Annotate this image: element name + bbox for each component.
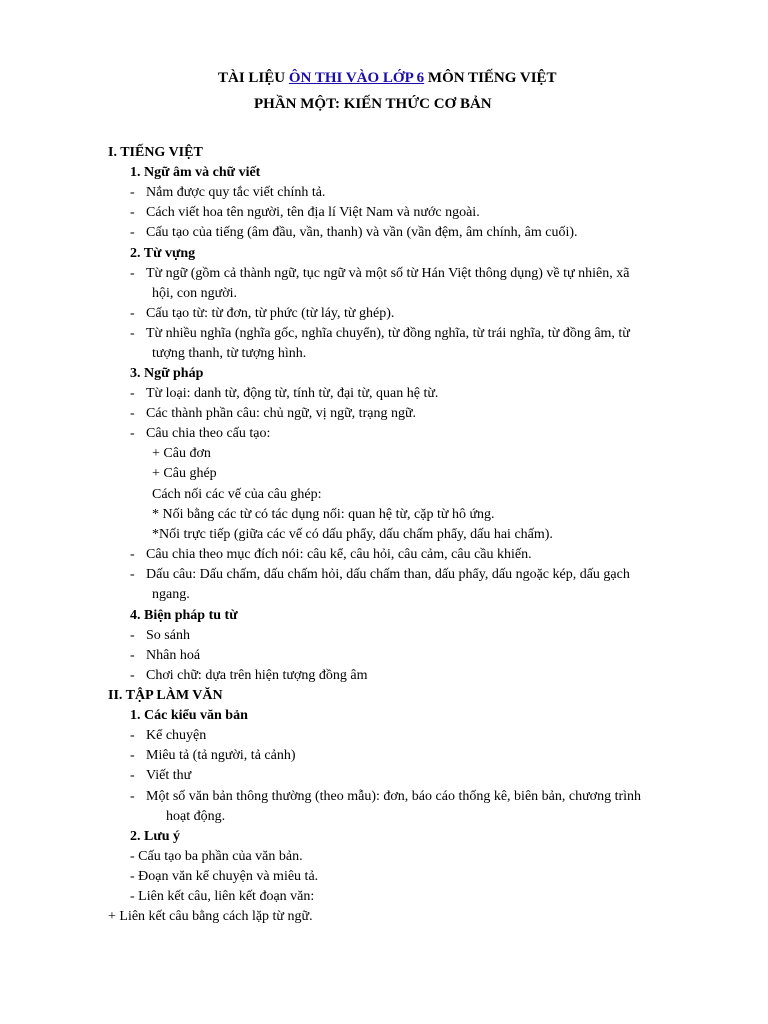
subsection-heading: 2. Lưu ý [130,829,181,844]
bullet-dash: - [130,306,135,321]
list-item: Nắm được quy tắc viết chính tả. [146,185,326,200]
document-subtitle: PHẦN MỘT: KIẾN THỨC CƠ BẢN [254,96,492,112]
subsection-heading: 2. Từ vựng [130,246,196,261]
section-heading: I. TIẾNG VIỆT [108,145,203,160]
list-item: Một số văn bản thông thường (theo mẫu): đơn, báo cáo thống kê, biên bản, chương trình [146,789,642,804]
bullet-dash: - [130,628,135,643]
list-item-continuation: tượng thanh, từ tượng hình. [152,346,307,361]
sub-item: Cách nối các vế của câu ghép: [152,487,322,502]
list-item: Viết thư [146,768,192,783]
list-item: Chơi chữ: dựa trên hiện tượng đồng âm [146,668,368,683]
bullet-dash: - [130,567,135,582]
subsection-heading: 1. Các kiểu văn bản [130,708,248,723]
list-item: Nhân hoá [146,648,201,663]
list-item: Câu chia theo mục đích nói: câu kể, câu hỏi, câu cảm, câu cầu khiến. [146,547,532,562]
list-item-continuation: hội, con người. [152,286,237,301]
section-heading: II. TẬP LÀM VĂN [108,688,223,703]
note-item: - Đoạn văn kể chuyện và miêu tả. [130,869,319,884]
document-title [218,68,557,88]
list-item: Cách viết hoa tên người, tên địa lí Việt Nam và nước ngoài. [146,205,480,220]
bullet-dash: - [130,748,135,763]
list-item: Miêu tả (tả người, tả cảnh) [146,748,296,763]
bullet-dash: - [130,768,135,783]
sub-item: * Nối bằng các từ có tác dụng nối: quan hệ từ, cặp từ hô ứng. [152,507,495,522]
bullet-dash: - [130,266,135,281]
list-item: So sánh [146,628,190,643]
sub-item: *Nối trực tiếp (giữa các vế có dấu phẩy, dấu chấm phẩy, dấu hai chấm). [152,527,553,542]
note-item: - Cấu tạo ba phần của văn bản. [130,849,303,864]
subsection-heading: 4. Biện pháp tu từ [130,608,238,623]
subsection-heading: 1. Ngữ âm và chữ viết [130,165,261,180]
note-item: - Liên kết câu, liên kết đoạn văn: [130,889,315,904]
list-item: Từ nhiều nghĩa (nghĩa gốc, nghĩa chuyển), từ đồng nghĩa, từ trái nghĩa, từ đồng âm, từ [146,326,630,341]
bullet-dash: - [130,426,135,441]
title-suffix: MÔN TIẾNG VIỆT [424,70,557,86]
bullet-dash: - [130,648,135,663]
list-item: Kể chuyện [146,728,207,743]
subsection-heading: 3. Ngữ pháp [130,366,204,381]
bullet-dash: - [130,386,135,401]
bullet-dash: - [130,728,135,743]
list-item: Cấu tạo từ: từ đơn, từ phức (từ láy, từ ghép). [146,306,395,321]
list-item: Dấu câu: Dấu chấm, dấu chấm hỏi, dấu chấm than, dấu phẩy, dấu ngoặc kép, dấu gạch [146,567,630,582]
title-prefix: TÀI LIỆU [218,70,289,86]
sub-item: + Câu đơn [152,446,211,461]
sub-item: + Câu ghép [152,466,217,481]
title-link[interactable]: ÔN THI VÀO LỚP 6 [288,70,425,86]
bullet-dash: - [130,225,135,240]
bullet-dash: - [130,547,135,562]
list-item: Câu chia theo cấu tạo: [146,426,271,441]
note-item: + Liên kết câu bằng cách lặp từ ngữ. [108,909,313,924]
list-item-continuation: ngang. [152,587,190,602]
list-item: Từ loại: danh từ, động từ, tính từ, đại từ, quan hệ từ. [146,386,439,401]
bullet-dash: - [130,668,135,683]
bullet-dash: - [130,789,135,804]
bullet-dash: - [130,185,135,200]
list-item: Các thành phần câu: chủ ngữ, vị ngữ, trạng ngữ. [146,406,417,421]
list-item: Cấu tạo của tiếng (âm đầu, vần, thanh) và vần (vần đệm, âm chính, âm cuối). [146,225,578,240]
bullet-dash: - [130,406,135,421]
bullet-dash: - [130,326,135,341]
list-item-continuation: hoạt động. [166,809,226,824]
list-item: Từ ngữ (gồm cả thành ngữ, tục ngữ và một số từ Hán Việt thông dụng) về tự nhiên, xã [146,266,630,281]
bullet-dash: - [130,205,135,220]
